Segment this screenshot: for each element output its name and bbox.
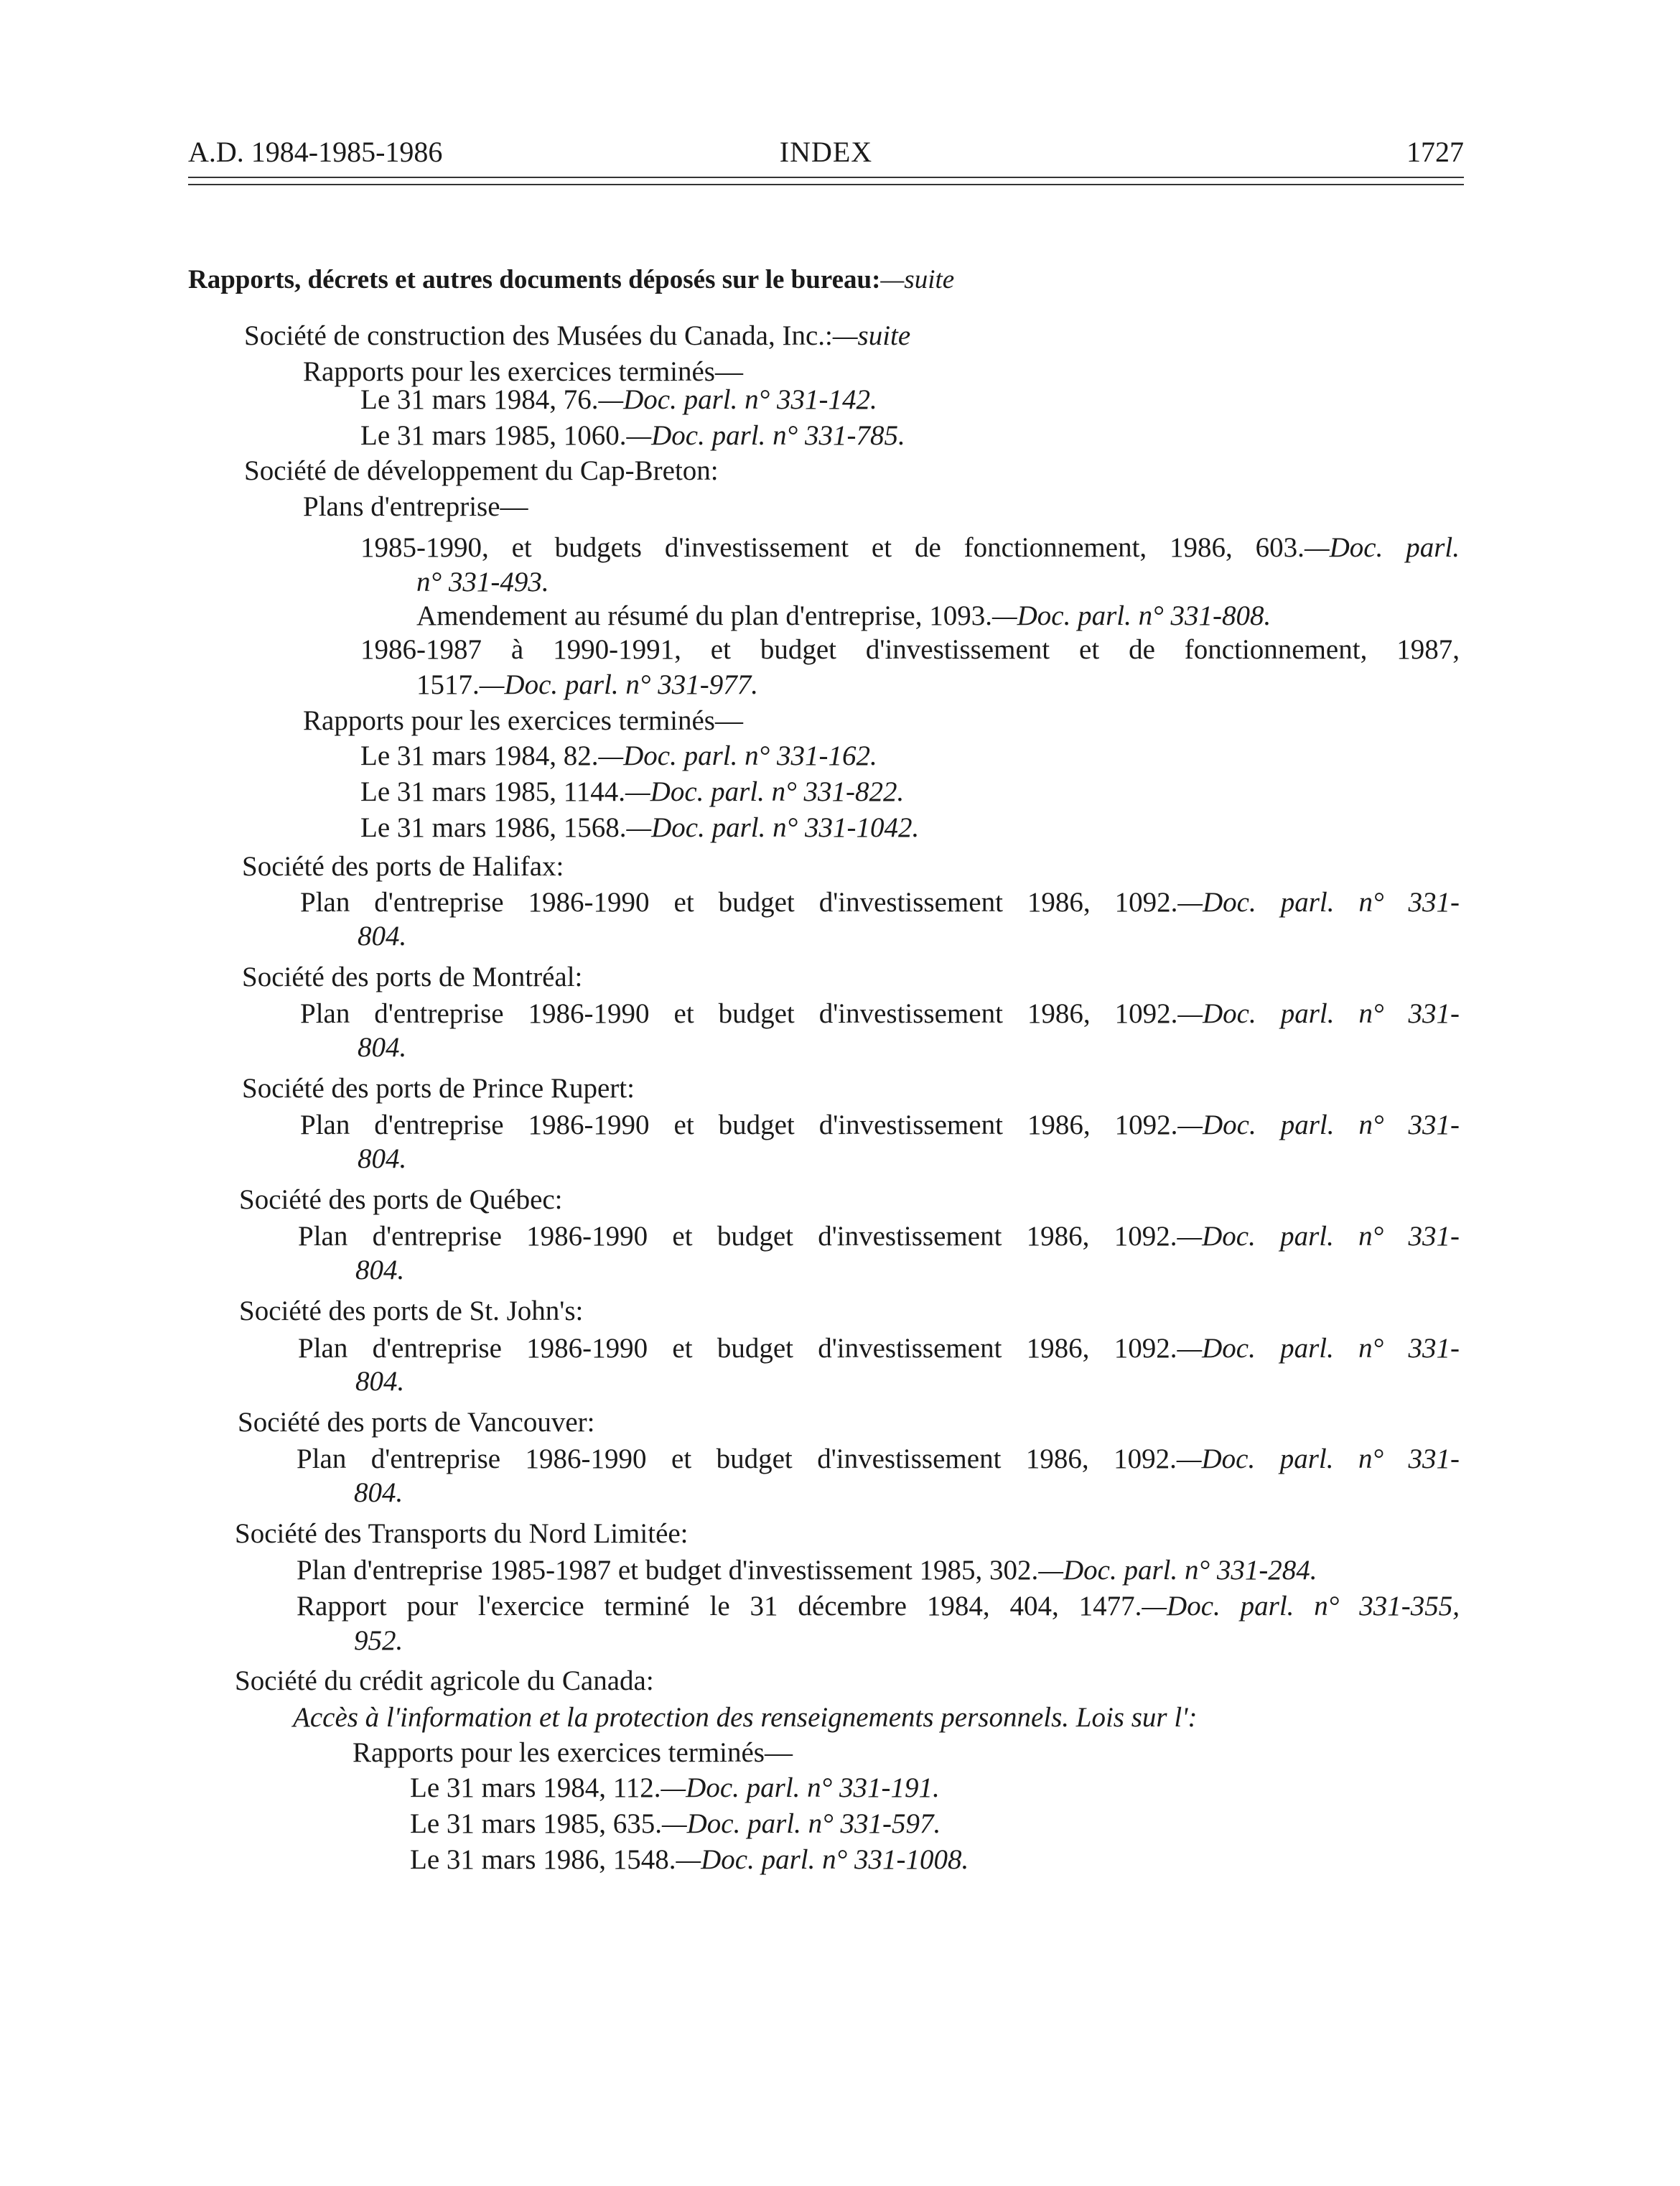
page-number: 1727	[1406, 136, 1464, 168]
entry-text: Le 31 mars 1984, 76.	[360, 384, 599, 415]
index-line	[360, 776, 904, 809]
entry-text: Plan d'entreprise 1986-1990 et budget d'investissement 1986, 1092.	[300, 1110, 1178, 1140]
entry-reference: —Doc. parl. n° 331-	[1177, 1333, 1460, 1364]
entry-text: Société des ports de St. John's:	[239, 1296, 584, 1326]
header-title: INDEX	[779, 136, 873, 168]
entry-reference: 804.	[355, 1255, 405, 1285]
entry-text: Le 31 mars 1986, 1548.	[410, 1844, 676, 1875]
index-line	[244, 455, 719, 488]
index-line	[410, 1843, 969, 1876]
index-line	[300, 886, 1460, 919]
index-line	[235, 1665, 654, 1698]
entry-reference: 804.	[354, 1477, 403, 1508]
entry-reference: —Doc. parl. n° 331-284.	[1038, 1555, 1317, 1586]
index-line	[303, 490, 528, 524]
entry-text: Le 31 mars 1984, 112.	[410, 1772, 661, 1803]
entry-reference: —Doc. parl. n° 331-191.	[661, 1772, 940, 1803]
index-line	[358, 1031, 406, 1064]
entry-reference: —Doc. parl. n° 331-	[1177, 1110, 1460, 1140]
entry-text: Société des Transports du Nord Limitée:	[235, 1518, 689, 1549]
entry-reference: —Doc. parl. n° 331-162.	[598, 740, 877, 771]
entry-text: Le 31 mars 1985, 1060.	[360, 420, 627, 451]
entry-text: Le 31 mars 1984, 82.	[360, 740, 599, 771]
index-line	[298, 1332, 1460, 1365]
header-years: A.D. 1984-1985-1986	[188, 136, 443, 168]
index-line	[297, 1554, 1317, 1587]
index-line	[416, 600, 1271, 633]
entry-text: Société du crédit agricole du Canada:	[235, 1665, 654, 1696]
entry-text: Plan d'entreprise 1986-1990 et budget d'investissement 1986, 1092.	[298, 1221, 1177, 1252]
entry-reference: —Doc. parl. n° 331-1042.	[626, 812, 920, 843]
index-line	[239, 1295, 583, 1328]
entry-reference: 804.	[358, 1032, 407, 1063]
index-line	[242, 1072, 635, 1105]
section-heading	[188, 264, 954, 295]
entry-reference: —Doc. parl. n° 331-	[1177, 998, 1460, 1029]
entry-text: Société des ports de Montréal:	[242, 962, 583, 992]
entry-text: Société des ports de Québec:	[239, 1184, 563, 1215]
entry-reference: —Doc. parl. n° 331-822.	[625, 776, 905, 807]
entry-text: Plan d'entreprise 1985-1987 et budget d'investissement 1985, 302.	[297, 1555, 1039, 1586]
entry-text: 1985-1990, et budgets d'investissement et de fonctionnement, 1986, 603.	[360, 532, 1305, 563]
section-heading-text: Rapports, décrets et autres documents déposés sur le bureau:	[188, 265, 881, 294]
entry-text: Plan d'entreprise 1986-1990 et budget d'investissement 1986, 1092.	[300, 998, 1178, 1029]
index-line	[355, 1365, 404, 1398]
index-line	[293, 1701, 1197, 1734]
index-line	[303, 704, 743, 738]
index-line	[297, 1590, 1460, 1623]
entry-text: Rapports pour les exercices terminés—	[303, 705, 743, 736]
entry-reference: 804.	[358, 921, 407, 952]
entry-reference: —Doc. parl. n° 331-142.	[598, 384, 877, 415]
index-line	[360, 531, 1460, 564]
entry-reference: —suite	[832, 320, 911, 351]
index-line	[353, 1736, 793, 1769]
entry-reference: —Doc. parl. n° 331-977.	[479, 669, 758, 700]
index-line	[360, 740, 877, 773]
header-rule-top	[188, 177, 1464, 178]
index-line	[239, 1183, 563, 1217]
entry-reference: n° 331-493.	[416, 567, 549, 597]
entry-text: Société des ports de Prince Rupert:	[242, 1073, 635, 1104]
index-line	[300, 1109, 1460, 1142]
entry-text: Le 31 mars 1986, 1568.	[360, 812, 627, 843]
index-line	[410, 1772, 940, 1805]
index-line	[416, 669, 758, 702]
entry-reference: —Doc. parl. n° 331-1008.	[676, 1844, 969, 1875]
entry-reference: 804.	[358, 1143, 407, 1174]
entry-reference: —Doc. parl. n° 331-785.	[626, 420, 905, 451]
index-line	[298, 1220, 1460, 1253]
entry-text: Plan d'entreprise 1986-1990 et budget d'investissement 1986, 1092.	[300, 887, 1178, 918]
entry-text: 1986-1987 à 1990-1991, et budget d'investissement et de fonctionnement, 1987,	[360, 634, 1460, 665]
index-line	[235, 1517, 689, 1550]
entry-reference: Accès à l'information et la protection des renseignements personnels. Lois sur l':	[293, 1702, 1198, 1733]
index-line	[360, 419, 905, 452]
entry-reference: —Doc. parl.	[1304, 532, 1460, 563]
entry-reference: 804.	[355, 1366, 405, 1397]
index-line	[242, 850, 564, 883]
index-line	[354, 1476, 403, 1510]
index-line	[242, 961, 582, 994]
index-line	[244, 320, 910, 353]
entry-text: 1517.	[416, 669, 480, 700]
entry-reference: —Doc. parl. n° 331-808.	[991, 600, 1271, 631]
entry-text: Plan d'entreprise 1986-1990 et budget d'investissement 1986, 1092.	[298, 1333, 1177, 1364]
index-line	[358, 1143, 406, 1176]
index-line	[358, 920, 406, 953]
running-header	[188, 135, 1464, 172]
entry-text: Société de construction des Musées du Canada, Inc.:	[244, 320, 833, 351]
entry-reference: —Doc. parl. n° 331-	[1177, 1221, 1460, 1252]
index-line	[416, 566, 549, 599]
header-rule-bottom	[188, 184, 1464, 185]
entry-text: Rapport pour l'exercice terminé le 31 décembre 1984, 404, 1477.	[297, 1591, 1142, 1622]
entry-text: Société de développement du Cap-Breton:	[244, 455, 719, 486]
entry-text: Société des ports de Halifax:	[242, 851, 564, 882]
entry-reference: 952.	[354, 1625, 403, 1656]
index-line	[297, 1443, 1460, 1476]
entry-text: Plan d'entreprise 1986-1990 et budget d'investissement 1986, 1092.	[297, 1443, 1177, 1474]
index-line	[354, 1624, 403, 1657]
entry-reference: —Doc. parl. n° 331-	[1176, 1443, 1460, 1474]
index-line	[360, 383, 877, 417]
index-line	[360, 633, 1460, 666]
entry-text: Société des ports de Vancouver:	[238, 1407, 595, 1438]
index-line	[360, 811, 919, 845]
index-line	[238, 1406, 594, 1439]
entry-text: Rapports pour les exercices terminés—	[303, 356, 743, 387]
entry-reference: —Doc. parl. n° 331-597.	[661, 1808, 941, 1839]
index-line	[355, 1254, 404, 1287]
entry-text: Le 31 mars 1985, 1144.	[360, 776, 625, 807]
section-heading-continued: —suite	[880, 265, 955, 294]
entry-reference: —Doc. parl. n° 331-	[1177, 887, 1460, 918]
index-line	[410, 1808, 941, 1841]
index-line	[300, 997, 1460, 1031]
entry-text: Amendement au résumé du plan d'entreprise, 1093.	[416, 600, 992, 631]
entry-reference: —Doc. parl. n° 331-355,	[1142, 1591, 1460, 1622]
entry-text: Rapports pour les exercices terminés—	[353, 1737, 793, 1768]
entry-text: Plans d'entreprise—	[303, 491, 528, 522]
entry-text: Le 31 mars 1985, 635.	[410, 1808, 662, 1839]
